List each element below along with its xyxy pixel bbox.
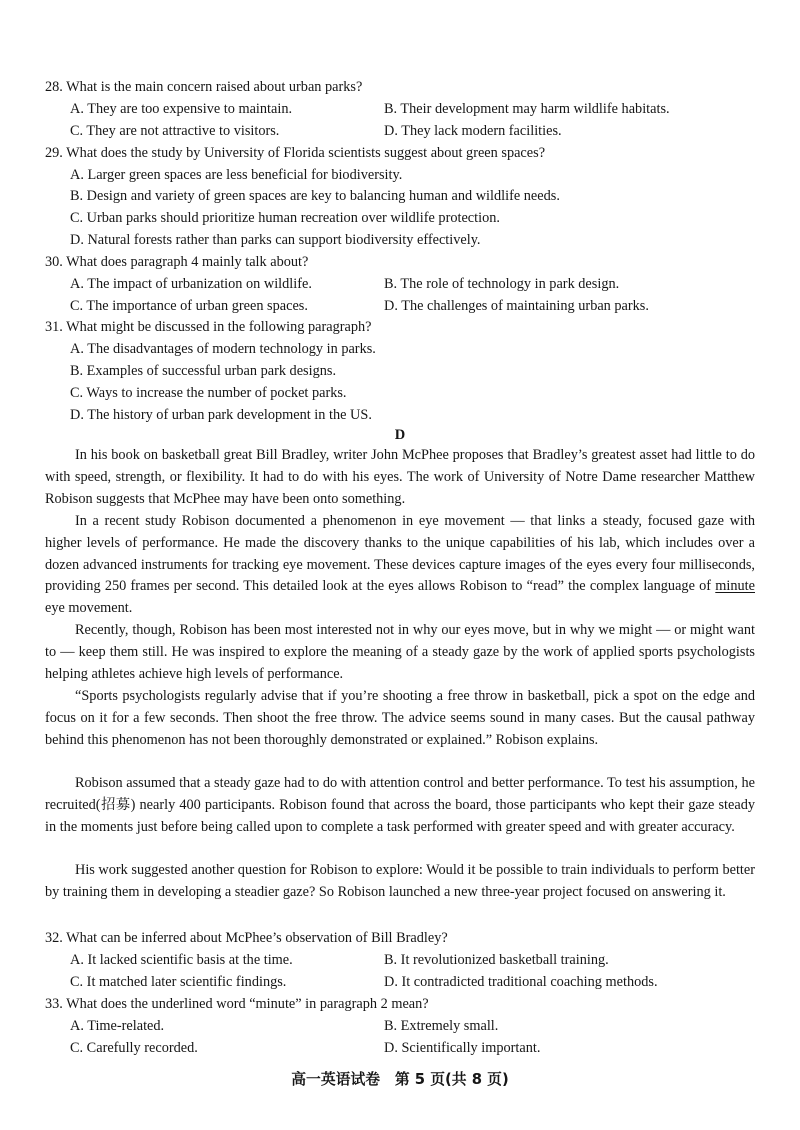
question-30-stem: 30. What does paragraph 4 mainly talk about? [45, 254, 309, 270]
question-32-option-d: D. It contradicted traditional coaching methods. [384, 974, 658, 990]
underlined-word-minute: minute [715, 578, 755, 595]
paragraph-2-text-before: In a recent study Robison documented a phenomenon in eye movement — that links a steady, focused gaze with higher levels of performance. He made the discovery thanks to the unique capabilities of his lab, which includes over a dozen advanced instruments for tracking eye movement. These devices capture images of the eyes every four milliseconds, providing 250 frames per second. This detailed look at the eyes allows Robison to “read” the complex language of [45, 513, 755, 595]
question-29-option-a: A. Larger green spaces are less beneficial for biodiversity. [70, 167, 403, 183]
question-33-stem: 33. What does the underlined word “minute” in paragraph 2 mean? [45, 996, 429, 1012]
question-28-option-a: A. They are too expensive to maintain. [70, 101, 293, 117]
passage-paragraph-3: Recently, though, Robison has been most interested not in why our eyes move, but in why we might — or might want to — keep them still. He was inspired to explore the meaning of a steady gaze by the work of applied sports psychologists helping athletes achieve high levels of performance. [45, 622, 755, 682]
passage-paragraph-6: His work suggested another question for Robison to explore: Would it be possible to train individuals to perform better by training them in developing a steadier gaze? So Robison launched a new three-year project focused on answering it. [45, 862, 755, 900]
question-28-stem: 28. What is the main concern raised about urban parks? [45, 79, 363, 95]
passage-paragraph-1: In his book on basketball great Bill Bradley, writer John McPhee proposes that Bradley’s greatest asset had little to do with speed, strength, or flexibility. It had to do with his eyes. The work of University of Notre Dame researcher Matthew Robison suggests that McPhee may have been onto something. [45, 447, 755, 507]
question-32-stem: 32. What can be inferred about McPhee’s observation of Bill Bradley? [45, 930, 448, 946]
passage-paragraph-5: Robison assumed that a steady gaze had to do with attention control and better performance. To test his assumption, he recruited(招募) nearly 400 participants. Robison found that across the board, those participants who kept their gaze steady in the moments just before being called upon to complete a task performed with greater speed and with greater accuracy. [45, 775, 755, 835]
question-33-option-b: B. Extremely small. [384, 1018, 499, 1034]
question-30-option-d: D. The challenges of maintaining urban parks. [384, 298, 649, 314]
passage-heading: D [394, 427, 406, 443]
page-footer: 高一英语试卷 第 5 页(共 8 页) [291, 1071, 509, 1088]
question-29-option-b: B. Design and variety of green spaces are key to balancing human and wildlife needs. [70, 188, 560, 204]
question-28-option-c: C. They are not attractive to visitors. [70, 123, 280, 139]
question-31-option-b: B. Examples of successful urban park designs. [70, 363, 337, 379]
question-31-stem: 31. What might be discussed in the following paragraph? [45, 319, 372, 335]
question-32-option-b: B. It revolutionized basketball training. [384, 952, 609, 968]
question-30-option-b: B. The role of technology in park design. [384, 276, 620, 292]
question-32-option-c: C. It matched later scientific findings. [70, 974, 287, 990]
question-33-option-c: C. Carefully recorded. [70, 1040, 198, 1056]
question-28-option-b: B. Their development may harm wildlife habitats. [384, 101, 670, 117]
question-31-option-d: D. The history of urban park development in the US. [70, 407, 372, 423]
question-28-option-d: D. They lack modern facilities. [384, 123, 562, 139]
question-33-option-d: D. Scientifically important. [384, 1040, 541, 1056]
question-29-stem: 29. What does the study by University of Florida scientists suggest about green spaces? [45, 145, 546, 161]
question-31-option-a: A. The disadvantages of modern technology in parks. [70, 341, 376, 357]
question-29-option-d: D. Natural forests rather than parks can support biodiversity effectively. [70, 232, 481, 248]
question-30-option-a: A. The impact of urbanization on wildlife. [70, 276, 312, 292]
question-30-option-c: C. The importance of urban green spaces. [70, 298, 308, 314]
paragraph-2-text-after: eye movement. [45, 600, 133, 617]
question-29-option-c: C. Urban parks should prioritize human recreation over wildlife protection. [70, 210, 500, 226]
question-33-option-a: A. Time-related. [70, 1018, 165, 1034]
passage-paragraph-4: “Sports psychologists regularly advise that if you’re shooting a free throw in basketball, pick a spot on the edge and focus on it for a few seconds. Then shoot the free throw. The advice seems sound in many cases. But the causal pathway behind this phenomenon has not been thoroughly demonstrated or explained.” Robison explains. [45, 688, 755, 748]
question-31-option-c: C. Ways to increase the number of pocket parks. [70, 385, 347, 401]
question-32-option-a: A. It lacked scientific basis at the time. [70, 952, 293, 968]
passage-paragraph-2 [45, 511, 755, 620]
